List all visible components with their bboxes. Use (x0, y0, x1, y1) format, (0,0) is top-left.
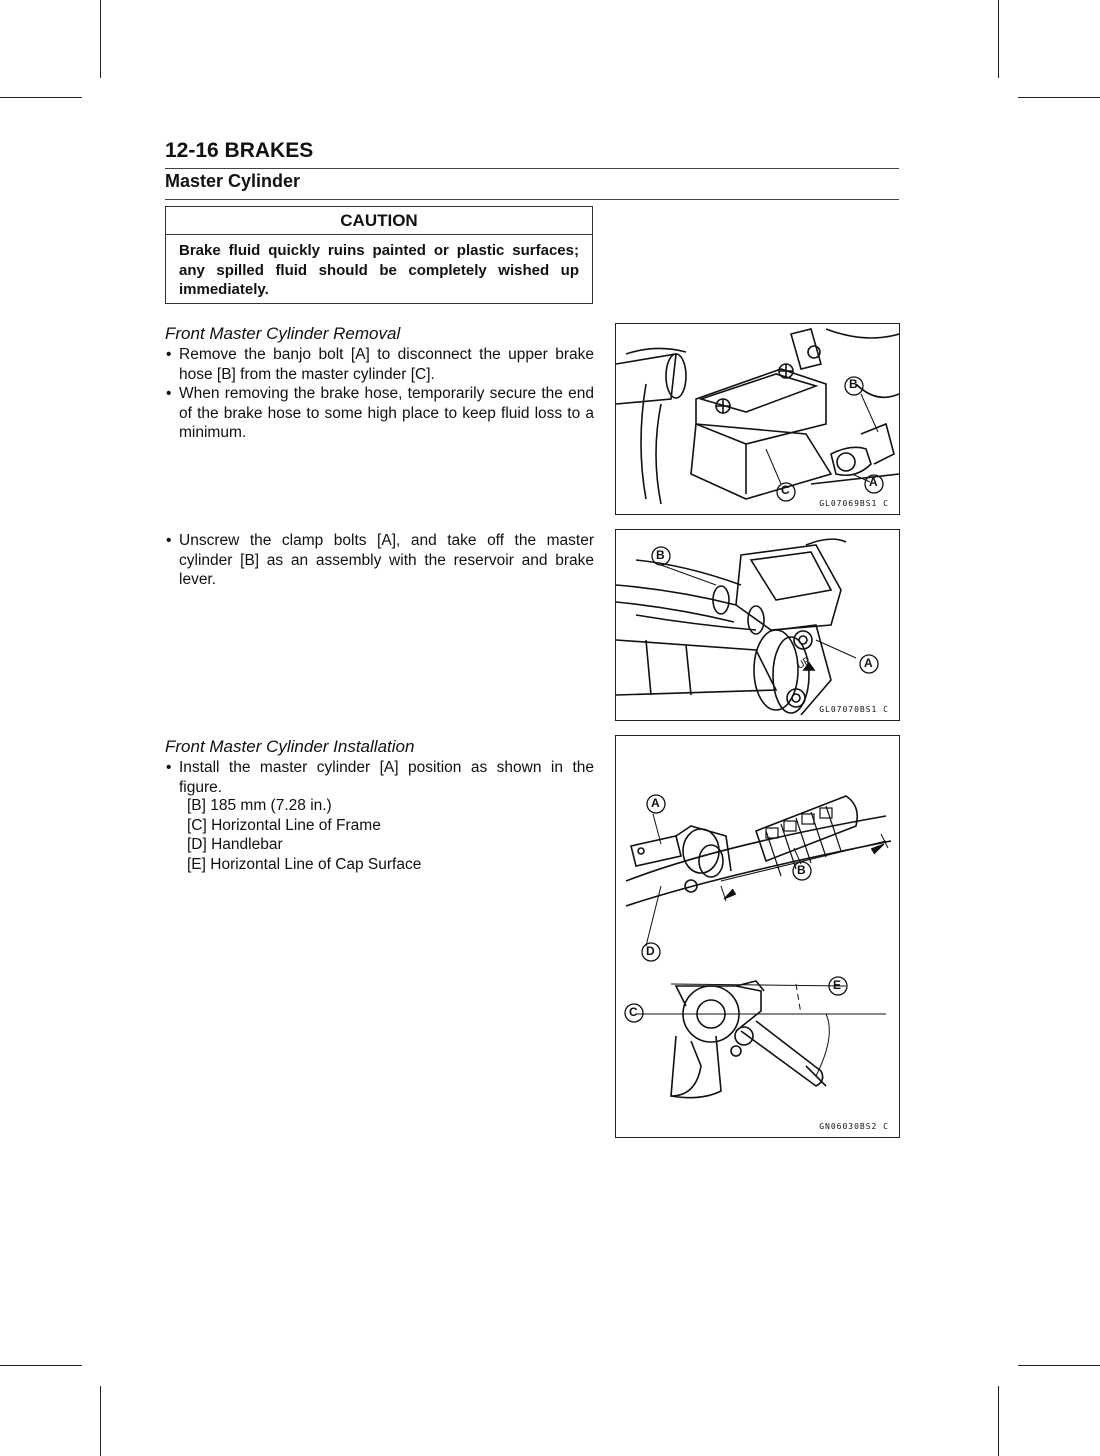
installation-step-1-text: Install the master cylinder [A] position as shown in the figure. (179, 759, 594, 796)
crop-mark (100, 0, 101, 78)
header-rule (165, 168, 899, 169)
figure-legend (187, 796, 421, 874)
removal-heading: Front Master Cylinder Removal (165, 324, 401, 343)
bullet-icon: • (166, 385, 172, 402)
crop-mark (998, 0, 999, 78)
callout-a: A (651, 796, 660, 810)
bullet-icon: • (166, 532, 172, 549)
callout-e: E (833, 978, 842, 992)
removal-step-1 (165, 345, 594, 384)
callout-b: B (656, 548, 665, 562)
legend-item-c: [C] Horizontal Line of Frame (187, 816, 381, 834)
callout-b: B (849, 377, 858, 391)
figure-banjo-bolt-illustration (616, 324, 899, 514)
removal-step-2-text: When removing the brake hose, temporarily secure the end of the brake hose to some high place to keep fluid loss to a minimum. (179, 385, 594, 441)
crop-mark (1018, 97, 1100, 98)
callout-d: D (646, 944, 655, 958)
figure-banjo-bolt (615, 323, 900, 515)
caution-text: Brake fluid quickly ruins painted or plastic surfaces; any spilled fluid should be completely wished up immediately. (179, 242, 579, 298)
figure-code: GL07069BS1 C (819, 499, 889, 508)
crop-mark (1018, 1365, 1100, 1366)
installation-heading: Front Master Cylinder Installation (165, 737, 415, 756)
removal-step-1-text: Remove the banjo bolt [A] to disconnect the upper brake hose [B] from the master cylinder [C]. (179, 346, 594, 383)
crop-mark (0, 1365, 82, 1366)
page-title: 12-16 BRAKES (165, 139, 314, 162)
crop-mark (100, 1386, 101, 1456)
callout-a: A (864, 656, 873, 670)
bullet-icon: • (166, 346, 172, 363)
crop-mark (998, 1386, 999, 1456)
figure-code: GN06030BS2 C (819, 1122, 889, 1131)
callout-c: C (781, 483, 790, 497)
callout-a: A (869, 475, 878, 489)
caution-heading: CAUTION (166, 207, 592, 235)
removal-step-3-text: Unscrew the clamp bolts [A], and take off the master cylinder [B] as an assembly with the reservoir and brake lever. (179, 532, 594, 588)
bullet-icon: • (166, 759, 172, 776)
caution-box (165, 206, 593, 304)
section-title: Master Cylinder (165, 171, 301, 191)
figure-clamp-bolts (615, 529, 900, 721)
legend-item-b: [B] 185 mm (7.28 in.) (187, 797, 332, 814)
legend-item-e: [E] Horizontal Line of Cap Surface (187, 855, 422, 873)
figure-installation-position (615, 735, 900, 1138)
section-rule (165, 199, 899, 200)
up-marking: UP (795, 655, 813, 672)
crop-mark (0, 97, 82, 98)
callout-b: B (797, 863, 806, 877)
removal-step-2 (165, 384, 594, 443)
removal-step-3 (165, 531, 594, 590)
figure-code: GL07070BS1 C (819, 705, 889, 714)
callout-c: C (629, 1005, 638, 1019)
installation-step-1 (165, 758, 594, 797)
legend-item-d: [D] Handlebar (187, 836, 283, 853)
